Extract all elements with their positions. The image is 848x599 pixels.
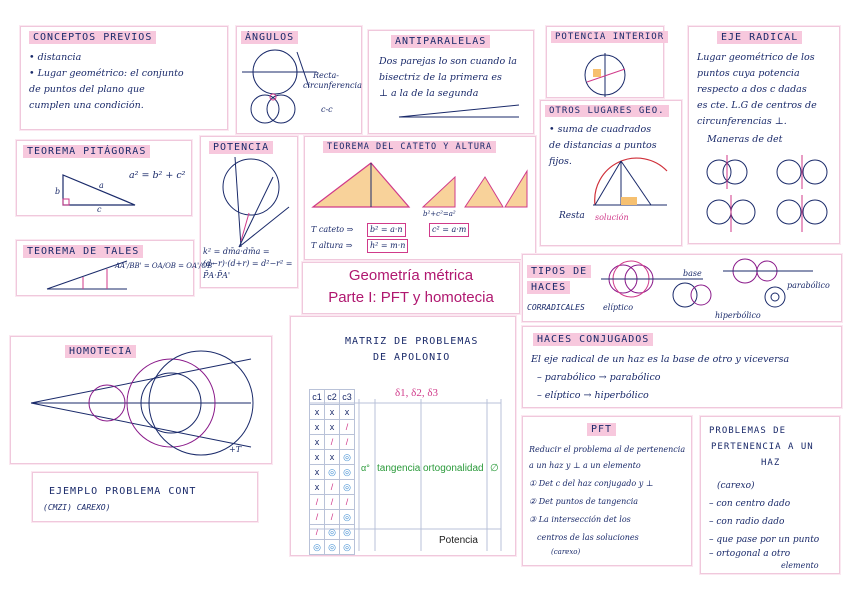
- card-otros-lugares: [540, 100, 682, 246]
- apolonio-grid: [291, 317, 517, 557]
- text-line: • distancia: [29, 52, 82, 63]
- formula: P̄A·P̄A': [203, 271, 231, 280]
- card-pitagoras: [16, 140, 192, 216]
- text-line: centros de las soluciones: [537, 533, 639, 542]
- card-title: DE APOLONIO: [373, 352, 451, 363]
- text-line: Maneras de det: [707, 134, 783, 145]
- ortogonalidad-label: ortogonalidad: [423, 463, 484, 474]
- formula: k² = dm̄a·dm̄a =: [203, 247, 270, 256]
- text-line: bisectriz de la primera es: [379, 72, 502, 83]
- text-line: ⊥ a la de la segunda: [379, 88, 479, 99]
- pitagoras-triangle: [17, 141, 193, 217]
- text-line: elíptico: [603, 303, 634, 312]
- apolonio-matrix: c1 c2 c3 x x x x x / x / / x x ◎ x ◎ ◎ x / ◎ / / / / / ◎ / ◎ ◎ ◎ ◎ ◎: [309, 389, 355, 555]
- text-line: puntos cuya potencia: [697, 68, 800, 79]
- card-antiparalelas: [368, 30, 534, 134]
- card-title: OTROS LUGARES GEO.: [545, 105, 669, 117]
- text-line: elemento: [781, 561, 819, 570]
- text-line: +T: [229, 445, 242, 454]
- antiparalelas-diagram: [369, 31, 535, 135]
- tangencia-label: tangencia: [377, 463, 421, 474]
- card-title: MATRIZ DE PROBLEMAS: [345, 336, 479, 347]
- card-title: HAZ: [761, 458, 781, 468]
- text-line: (carexo): [551, 548, 581, 556]
- text-line: (CMZI) CAREXO): [43, 503, 111, 512]
- otros-lugares-diagram: [541, 101, 683, 247]
- text-line: Reducir el problema al de pertenencia: [529, 445, 686, 454]
- text-line: • suma de cuadrados: [549, 124, 652, 135]
- card-apolonio: [290, 316, 516, 556]
- text-line: circunferencias ⊥.: [697, 116, 787, 127]
- card-title: PFT: [587, 423, 616, 436]
- text-line: parabólico: [787, 281, 830, 290]
- formula-box: h² = m·n: [367, 239, 408, 253]
- card-title: TEOREMA PITÁGORAS: [23, 145, 150, 158]
- text-line: ③ La intersección det los: [529, 515, 631, 524]
- text-line: Recta-: [313, 71, 339, 80]
- text-line: Lugar geométrico de los: [697, 52, 815, 63]
- card-haces-conjugados: [522, 326, 842, 408]
- formula: (d−r)·(d+r) = d²−r² =: [203, 259, 293, 268]
- text-line: • Lugar geométrico: el conjunto: [29, 68, 184, 79]
- card-title: POTENCIA: [209, 141, 273, 154]
- card-tipos-haces: [522, 254, 842, 322]
- text-line: Resta: [559, 211, 585, 221]
- text-line: a un haz y ⊥ a un elemento: [529, 461, 641, 470]
- header-c2: c2: [325, 390, 340, 405]
- text-line: ① Det c del haz conjugado y ⊥: [529, 479, 654, 488]
- card-pertenencia: [700, 416, 840, 574]
- card-title: EJE RADICAL: [717, 31, 802, 44]
- text-line: de distancias a puntos: [549, 140, 657, 151]
- card-potencia: [200, 136, 298, 288]
- side-label: c: [97, 205, 102, 214]
- text-line: base: [683, 269, 702, 278]
- formula-box: b² = a·n: [367, 223, 406, 237]
- card-cateto-altura: [304, 136, 536, 260]
- text-line: ② Det puntos de tangencia: [529, 497, 639, 506]
- card-title: TIPOS DE: [527, 265, 591, 278]
- card-title: ANTIPARALELAS: [391, 35, 490, 48]
- card-title: POTENCIA INTERIOR: [551, 31, 668, 43]
- formula-box: c² = a·m: [429, 223, 469, 237]
- card-center-title: [302, 262, 520, 314]
- empty-set-label: ∅: [490, 463, 499, 474]
- card-title: TEOREMA DE TALES: [23, 245, 143, 258]
- text-line: CORRADICALES: [527, 303, 585, 312]
- card-title: PERTENENCIA A UN: [711, 442, 814, 452]
- text-line: de puntos del plano que: [29, 84, 145, 95]
- card-ejemplo: [32, 472, 258, 522]
- deltas-label: δ1, δ2, δ3: [395, 387, 439, 399]
- card-homotecia: [10, 336, 272, 464]
- text-line: – que pase por un punto: [709, 535, 820, 545]
- text-line: c-c: [321, 105, 333, 114]
- card-title: HACES CONJUGADOS: [533, 333, 653, 346]
- card-conceptos-previos: [20, 26, 228, 130]
- text-line: T cateto ⇒: [311, 225, 354, 234]
- text-line: Dos parejas lo son cuando la: [379, 56, 517, 67]
- text-line: respecto a dos c dadas: [697, 84, 807, 95]
- text-line: T altura ⇒: [311, 241, 353, 250]
- text-line: es cte. L.G de centros de: [697, 100, 817, 111]
- card-eje-radical: [688, 26, 840, 244]
- side-label: b: [55, 187, 61, 196]
- header-c3: c3: [340, 390, 355, 405]
- text-line: cumplen una condición.: [29, 100, 144, 111]
- text-line: – con radio dado: [709, 517, 785, 527]
- card-title: ÁNGULOS: [241, 31, 298, 44]
- formula: b²+c²=a²: [423, 210, 456, 218]
- text-line: – con centro dado: [709, 499, 791, 509]
- text-line: – parabólico → parabólico: [537, 372, 661, 383]
- alpha-label: α°: [361, 463, 370, 473]
- side-label: a: [99, 181, 104, 190]
- header-c1: c1: [310, 390, 325, 405]
- text-line: circunferencia: [303, 81, 362, 90]
- text-line: hiperbólico: [715, 311, 761, 320]
- card-title: HACES: [527, 281, 570, 294]
- formula: a² = b² + c²: [129, 170, 186, 181]
- text-line: fijos.: [549, 156, 572, 167]
- card-pft: [522, 416, 692, 566]
- text-line: (carexo): [717, 481, 755, 491]
- card-title: PROBLEMAS DE: [709, 426, 787, 436]
- potencia-label: Potencia: [439, 535, 478, 546]
- card-title: CONCEPTOS PREVIOS: [29, 31, 156, 44]
- card-tales: [16, 240, 215, 296]
- text-line: – ortogonal a otro: [709, 549, 791, 559]
- card-title: TEOREMA DEL CATETO Y ALTURA: [323, 141, 496, 153]
- card-title: HOMOTECIA: [65, 345, 136, 358]
- potencia-interior-diagram: [547, 27, 665, 99]
- card-title: EJEMPLO PROBLEMA CONT: [49, 486, 197, 497]
- text-line: solución: [595, 213, 629, 222]
- card-angulos: [236, 26, 362, 134]
- text-line: El eje radical de un haz es la base de otro y viceversa: [531, 354, 790, 365]
- main-title: Geometría métrica: [348, 267, 474, 284]
- main-subtitle: Parte I: PFT y homotecia: [328, 289, 494, 306]
- card-potencia-interior: [546, 26, 664, 98]
- eje-radical-diagrams: [689, 27, 841, 245]
- formula: AA'/BB' = OA/OB = OA'/OB': [115, 262, 215, 270]
- text-line: – elíptico → hiperbólico: [537, 390, 649, 401]
